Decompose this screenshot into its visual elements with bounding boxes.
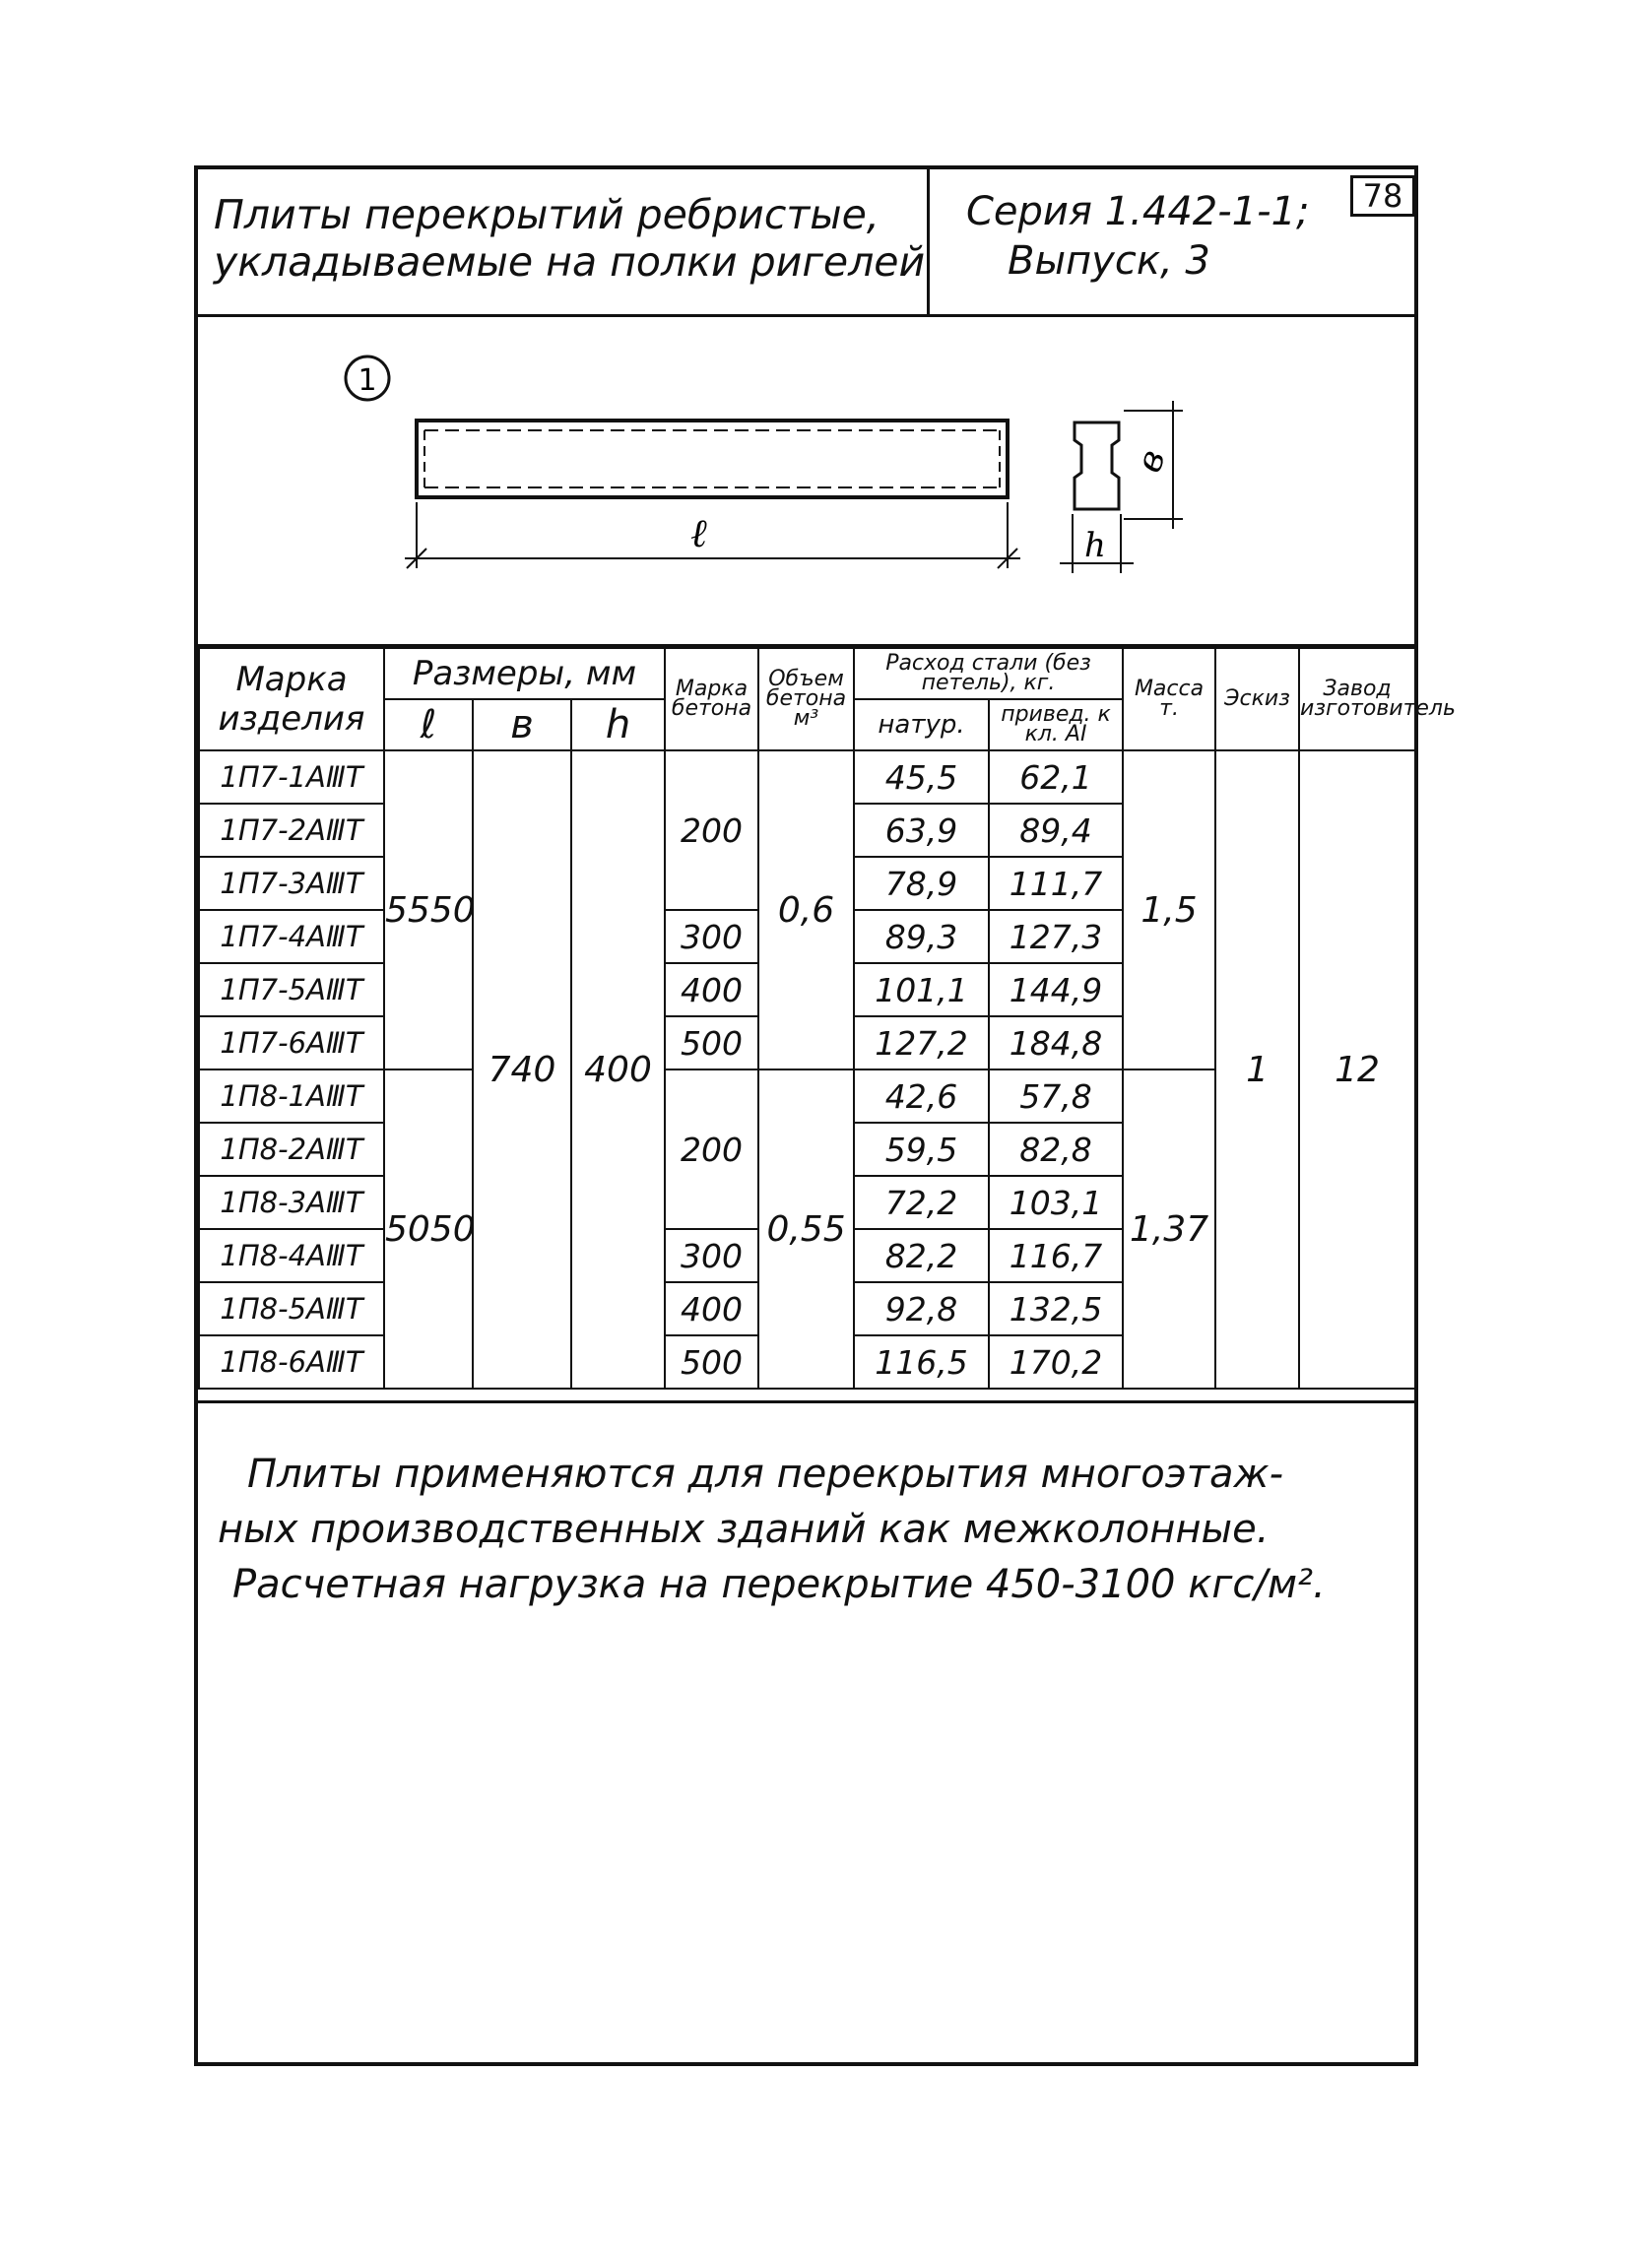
row-mark: 1П8-5АⅢТ [199,1282,384,1335]
steel-nat: 63,9 [854,804,989,857]
col-header-steel: Расход стали (без петель), кг. [854,648,1123,699]
drawing-sheet [194,165,1456,2066]
grade-500-a: 500 [665,1016,758,1069]
dim-l-group-1: 5550 [384,750,473,1069]
note-line-3: Расчетная нагрузка на перекрытие 450-3100 кгс/м². [232,1562,1326,1607]
note-separator [198,1400,1414,1403]
grade-300-b: 300 [665,1229,758,1282]
steel-red: 127,3 [989,910,1123,963]
grade-200-a: 200 [665,750,758,910]
length-label: ℓ [690,511,707,556]
steel-red: 111,7 [989,857,1123,910]
steel-nat: 72,2 [854,1176,989,1229]
row-mark: 1П8-2АⅢТ [199,1123,384,1176]
steel-nat: 89,3 [854,910,989,963]
col-header-sketch: Эскиз [1215,648,1299,750]
row-mark: 1П7-1АⅢТ [199,750,384,804]
steel-nat: 127,2 [854,1016,989,1069]
steel-red: 89,4 [989,804,1123,857]
dim-h: 400 [571,750,665,1389]
title-line-2: укладываемые на полки ригелей [214,238,926,286]
steel-nat: 42,6 [854,1069,989,1123]
dim-b: 740 [473,750,571,1389]
steel-nat: 59,5 [854,1123,989,1176]
title-line-1: Плиты перекрытий ребристые, [214,191,880,238]
volume-group-2: 0,55 [758,1069,854,1389]
series-label: Серия 1.442-1-1; [966,189,1310,234]
steel-red: 57,8 [989,1069,1123,1123]
col-header-mass: Масса т. [1123,648,1215,750]
grade-400-b: 400 [665,1282,758,1335]
col-header-plant: Завод изготовитель [1299,648,1415,750]
grade-400-a: 400 [665,963,758,1016]
issue-label: Выпуск, 3 [1008,238,1210,284]
plant-number: 12 [1299,750,1415,1389]
dim-l-group-2: 5050 [384,1069,473,1389]
row-mark: 1П7-4АⅢТ [199,910,384,963]
slab-drawing [198,317,1414,647]
steel-nat: 82,2 [854,1229,989,1282]
steel-nat: 45,5 [854,750,989,804]
note-line-1: Плиты применяются для перекрытия многоэтаж- [247,1452,1284,1497]
grade-500-b: 500 [665,1335,758,1389]
note-line-2: ных производственных зданий как межколонные. [218,1507,1270,1552]
row-mark: 1П7-6АⅢТ [199,1016,384,1069]
col-header-h: h [571,699,665,750]
col-header-concrete-volume: Объем бетона м³ [758,648,854,750]
steel-red: 170,2 [989,1335,1123,1389]
mass-group-2: 1,37 [1123,1069,1215,1389]
steel-nat: 101,1 [854,963,989,1016]
col-header-mark: Марка изделия [199,648,384,750]
slab-section-outline [1075,422,1119,509]
steel-red: 103,1 [989,1176,1123,1229]
title-divider [927,169,930,317]
title-block [198,169,1414,317]
steel-nat: 92,8 [854,1282,989,1335]
steel-red: 184,8 [989,1016,1123,1069]
steel-nat: 116,5 [854,1335,989,1389]
page-number: 78 [1350,175,1415,217]
steel-red: 132,5 [989,1282,1123,1335]
col-header-l: ℓ [384,699,473,750]
mass-group-1: 1,5 [1123,750,1215,1069]
specification-table [198,647,1456,1390]
col-header-steel-nat: натур. [854,699,989,750]
row-mark: 1П7-5АⅢТ [199,963,384,1016]
height-label: h [1084,526,1106,565]
row-mark: 1П8-4АⅢТ [199,1229,384,1282]
steel-red: 62,1 [989,750,1123,804]
col-header-steel-red: привед. к кл. АI [989,699,1123,750]
steel-red: 144,9 [989,963,1123,1016]
grade-300-a: 300 [665,910,758,963]
row-mark: 1П7-2АⅢТ [199,804,384,857]
slab-outline [417,421,1008,497]
volume-group-1: 0,6 [758,750,854,1069]
row-mark: 1П8-1АⅢТ [199,1069,384,1123]
slab-sketch-svg [198,317,1414,642]
width-label: в [1128,444,1174,479]
steel-red: 116,7 [989,1229,1123,1282]
row-mark: 1П8-6АⅢТ [199,1335,384,1389]
col-header-dims: Размеры, мм [384,648,665,699]
row-mark: 1П7-3АⅢТ [199,857,384,910]
steel-nat: 78,9 [854,857,989,910]
sketch-ref: 1 [1215,750,1299,1389]
steel-red: 82,8 [989,1123,1123,1176]
grade-200-b: 200 [665,1069,758,1229]
col-header-b: в [473,699,571,750]
row-mark: 1П8-3АⅢТ [199,1176,384,1229]
callout-number: 1 [358,363,377,398]
col-header-concrete-grade: Марка бетона [665,648,758,750]
